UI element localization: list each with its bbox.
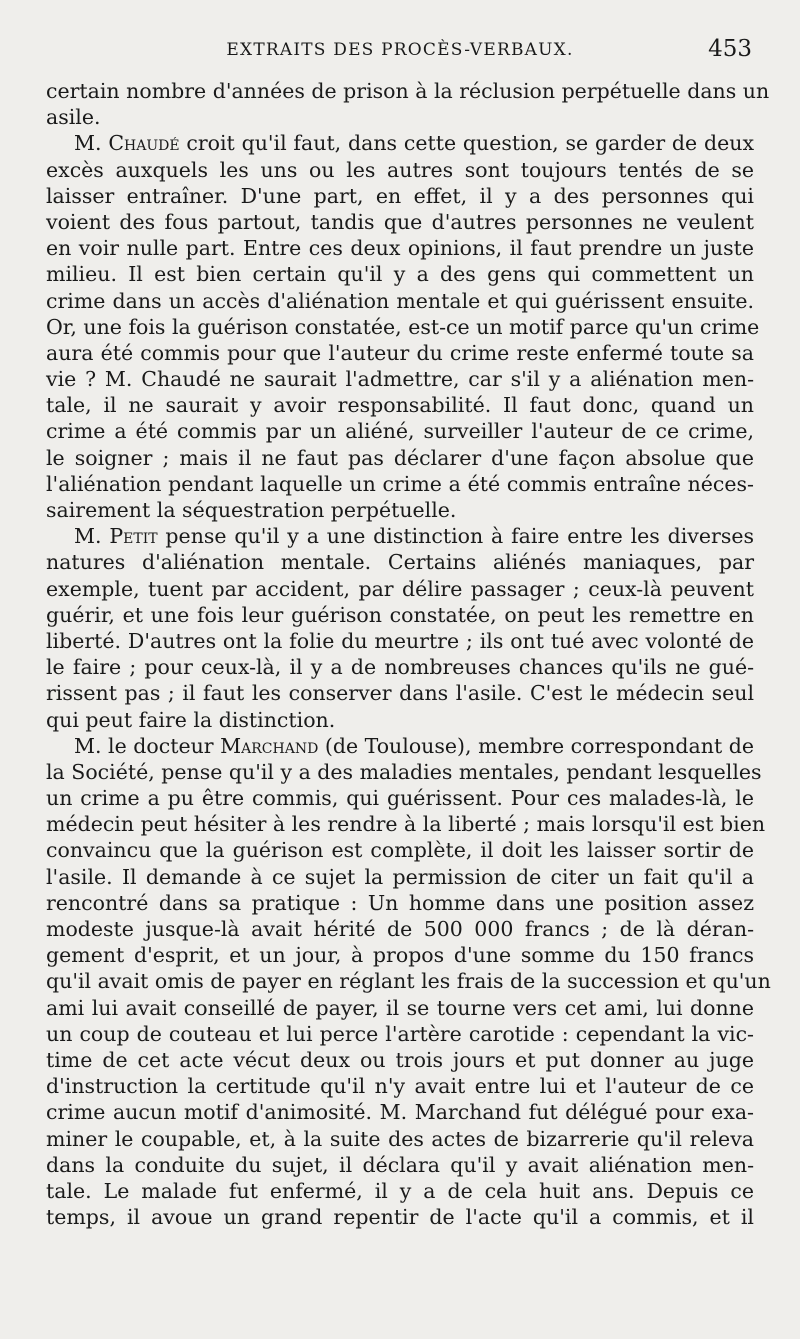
line-text: crime aucun motif d'animosité. M. Marchand fut délégué pour exa- [46, 1100, 754, 1125]
text-line [46, 130, 754, 156]
running-head: EXTRAITS DES PROCÈS-VERBAUX. [226, 40, 574, 60]
text-line [46, 576, 754, 602]
line-text: miner le coupable, et, à la suite des actes de bizarrerie qu'il releva [46, 1126, 754, 1151]
line-text: un crime a pu être commis, qui guérissent. Pour ces malades-là, le [46, 786, 754, 811]
text-line [46, 235, 754, 261]
text-line [46, 366, 754, 392]
line-text: modeste jusque-là avait hérité de 500 000 francs ; de là déran- [46, 917, 754, 941]
line-text: natures d'aliénation mentale. Certains aliénés maniaques, par [46, 550, 754, 575]
text-line [46, 340, 754, 366]
text-line [46, 261, 754, 287]
text-line [46, 392, 754, 418]
text-line [46, 1178, 754, 1204]
line-text: tale. Le malade fut enfermé, il y a de cela huit ans. Depuis ce [46, 1178, 754, 1203]
text-line [46, 183, 754, 209]
speaker-name: Petit [109, 524, 158, 549]
line-text: certain nombre d'années de prison à la réclusion perpétuelle dans un [46, 79, 770, 103]
line-text: time de cet acte vécut deux ou trois jours et put donner au juge [46, 1047, 754, 1072]
text-line [46, 968, 771, 994]
speaker-name: Chaudé [108, 131, 180, 156]
line-text: l'asile. Il demande à ce sujet la permission de citer un fait qu'il a [46, 864, 754, 889]
text-line [46, 654, 754, 680]
line-text: asile. [46, 105, 101, 130]
page-header [46, 34, 754, 74]
text-line [46, 418, 754, 444]
text-line [46, 916, 754, 942]
line-text: le soigner ; mais il ne faut pas déclarer d'une façon absolue que [46, 445, 754, 470]
text-line [46, 288, 754, 314]
text-line [46, 1021, 754, 1047]
text-line [46, 785, 754, 811]
text-line [46, 1204, 754, 1230]
line-text: sairement la séquestration perpétuelle. [46, 498, 457, 522]
text-line [46, 1073, 754, 1099]
line-text: croit qu'il faut, dans cette question, se garder de deux [179, 131, 755, 156]
line-text: convaincu que la guérison est complète, il doit les laisser sortir de [46, 838, 754, 863]
line-text: crime dans un accès d'aliénation mentale et qui guérissent ensuite. [46, 288, 754, 313]
line-text: excès auxquels les uns ou les autres sont toujours tentés de se [46, 157, 754, 182]
text-line [46, 680, 754, 706]
text-line [46, 995, 754, 1021]
text-line [46, 314, 760, 340]
text-line [46, 628, 754, 654]
text-line [46, 733, 754, 759]
text-line [46, 471, 754, 497]
line-text: gement d'esprit, et un jour, à propos d'une somme du 150 francs [46, 943, 754, 968]
text-line [46, 759, 762, 785]
line-text: exemple, tuent par accident, par délire passager ; ceux-là peuvent [46, 576, 754, 601]
line-text: tale, il ne saurait y avoir responsabilité. Il faut donc, quand un [46, 393, 754, 418]
line-text: d'instruction la certitude qu'il n'y avait entre lui et l'auteur de ce [46, 1074, 754, 1099]
text-line [46, 549, 754, 575]
line-text: en voir nulle part. Entre ces deux opinions, il faut prendre un juste [46, 236, 754, 261]
line-text: qu'il avait omis de payer en réglant les frais de la succession et qu'un [46, 969, 771, 994]
text-line [46, 78, 770, 104]
text-line [46, 942, 754, 968]
line-text: liberté. D'autres ont la folie du meurtre ; ils ont tué avec volonté de [46, 628, 754, 653]
text-line [46, 707, 754, 733]
text-line [46, 1152, 754, 1178]
body-text [46, 78, 771, 1230]
text-line [46, 890, 754, 916]
page-number: 453 [708, 36, 752, 62]
text-line [46, 445, 754, 471]
line-text: médecin peut hésiter à les rendre à la liberté ; mais lorsqu'il est bien [46, 812, 766, 837]
line-text: laisser entraîner. D'une part, en effet, il y a des personnes qui [46, 183, 754, 208]
text-line [46, 1099, 754, 1125]
line-text: qui peut faire la distinction. [46, 707, 336, 732]
line-text: la Société, pense qu'il y a des maladies mentales, pendant lesquelles [46, 759, 762, 784]
text-line [46, 837, 754, 863]
text-line [46, 209, 754, 235]
speaker-prefix: M. le docteur [74, 733, 221, 758]
line-text: rencontré dans sa pratique : Un homme dans une position assez [46, 890, 754, 915]
line-text: l'aliénation pendant laquelle un crime a été commis entraîne néces- [46, 471, 754, 496]
line-text: milieu. Il est bien certain qu'il y a des gens qui commettent un [46, 262, 754, 287]
line-text: vie ? M. Chaudé ne saurait l'admettre, car s'il y a aliénation men- [46, 367, 754, 392]
line-text: un coup de couteau et lui perce l'artère carotide : cependant la vic- [46, 1021, 754, 1046]
line-text: ami lui avait conseillé de payer, il se tourne vers cet ami, lui donne [46, 995, 754, 1020]
line-text: (de Toulouse), membre correspondant de [318, 733, 754, 758]
speaker-name: Marchand [220, 733, 319, 758]
line-text: crime a été commis par un aliéné, surveiller l'auteur de ce crime, [46, 419, 754, 444]
line-text: guérir, et une fois leur guérison constatée, on peut les remettre en [46, 602, 754, 627]
line-text: pense qu'il y a une distinction à faire entre les diverses [157, 524, 754, 549]
text-line [46, 523, 754, 549]
text-line [46, 864, 754, 890]
line-text: le faire ; pour ceux-là, il y a de nombreuses chances qu'ils ne gué- [46, 655, 754, 680]
speaker-prefix: M. [74, 131, 109, 156]
text-line [46, 1126, 754, 1152]
text-line [46, 104, 754, 130]
line-text: temps, il avoue un grand repentir de l'acte qu'il a commis, et il [46, 1205, 754, 1230]
text-line [46, 1047, 754, 1073]
text-line [46, 497, 754, 523]
text-line [46, 602, 754, 628]
speaker-prefix: M. [74, 524, 110, 549]
line-text: dans la conduite du sujet, il déclara qu'il y avait aliénation men- [46, 1152, 754, 1177]
line-text: voient des fous partout, tandis que d'autres personnes ne veulent [46, 209, 754, 234]
text-line [46, 157, 754, 183]
line-text: aura été commis pour que l'auteur du crime reste enfermé toute sa [46, 340, 754, 365]
line-text: Or, une fois la guérison constatée, est-ce un motif parce qu'un crime [46, 314, 760, 339]
text-line [46, 811, 766, 837]
line-text: rissent pas ; il faut les conserver dans l'asile. C'est le médecin seul [46, 681, 754, 706]
